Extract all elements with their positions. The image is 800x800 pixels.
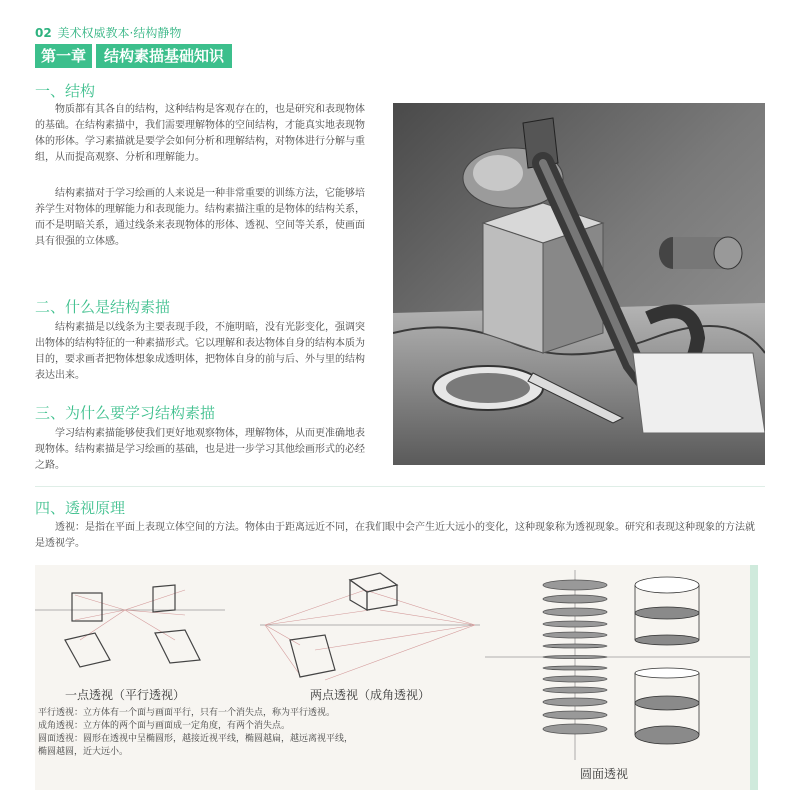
note-line: 椭圆越圆，近大远小。 — [38, 747, 129, 757]
section-2-paragraph-1: 结构素描是以线条为主要表现手段，不施明暗，没有光影变化，强调突出物体的结构特征的一种素描形式。它以理解和表达物体自身的结构本质为目的，要求画者把物体想象成透明体，把物体自身的前与后、外与里的结构表达出来。 — [35, 322, 365, 381]
section-3-heading: 三、为什么要学习结构素描 — [35, 404, 216, 422]
two-point-diagram — [260, 573, 480, 680]
section-1-paragraph-1: 物质都有其各自的结构，这种结构是客观存在的，也是研究和表现物体的基础。在结构素描中，我们需要理解物体的空间结构，才能真实地表现物体的形体。学习素描就是要学会如何分析和理解结构，对物体进行分解与重组，从而提高观察、分析和理解能力。 — [35, 104, 365, 163]
book-title: 美术权威教本·结构静物 — [57, 26, 182, 40]
chapter-title: 结构素描基础知识 — [96, 44, 232, 68]
still-life-drawing — [393, 103, 765, 465]
page-number: 02 — [35, 26, 52, 40]
perspective-notes — [38, 707, 368, 759]
running-head — [35, 24, 181, 41]
panel-edge-strip — [750, 565, 758, 790]
one-point-diagram — [35, 585, 225, 667]
section-2-heading: 二、什么是结构素描 — [35, 298, 171, 316]
section-3-paragraph-1: 学习结构素描能够使我们更好地观察物体，理解物体，从而更准确地表现物体。结构素描是学习绘画的基础，也是进一步学习其他绘画形式的必经之路。 — [35, 428, 365, 471]
section-1-paragraph-2: 结构素描对于学习绘画的人来说是一种非常重要的训练方法，它能够培养学生对物体的理解能力和表现能力。结构素描注重的是物体的结构关系，而不是明暗关系，通过线条来表现物体的形体、透视、空间等关系，使画面具有很强的立体感。 — [35, 188, 365, 247]
section-4-heading: 四、透视原理 — [35, 499, 126, 517]
caption-two-point: 两点透视（成角透视） — [310, 688, 431, 702]
chapter-tag: 第一章 — [35, 44, 92, 68]
caption-one-point: 一点透视（平行透视） — [65, 688, 186, 702]
chapter-bar — [35, 44, 232, 68]
section-1-heading: 一、结构 — [35, 82, 96, 100]
note-line: 成角透视：立方体的两个面与画面成一定角度，有两个消失点。 — [38, 721, 291, 731]
caption-circle: 圆面透视 — [580, 767, 629, 781]
circle-perspective-diagram — [485, 570, 750, 760]
note-line: 圆面透视：圆形在透视中呈椭圆形，越接近视平线，椭圆越扁，越远离视平线， — [38, 734, 354, 744]
section-divider — [35, 486, 765, 487]
section-4-paragraph-1: 透视：是指在平面上表现立体空间的方法。物体由于距离远近不同，在我们眼中会产生近大远小的变化，这种现象称为透视现象。研究和表现这种现象的方法就是透视学。 — [35, 522, 755, 549]
note-line: 平行透视：立方体有一个面与画面平行，只有一个消失点，称为平行透视。 — [38, 708, 336, 718]
